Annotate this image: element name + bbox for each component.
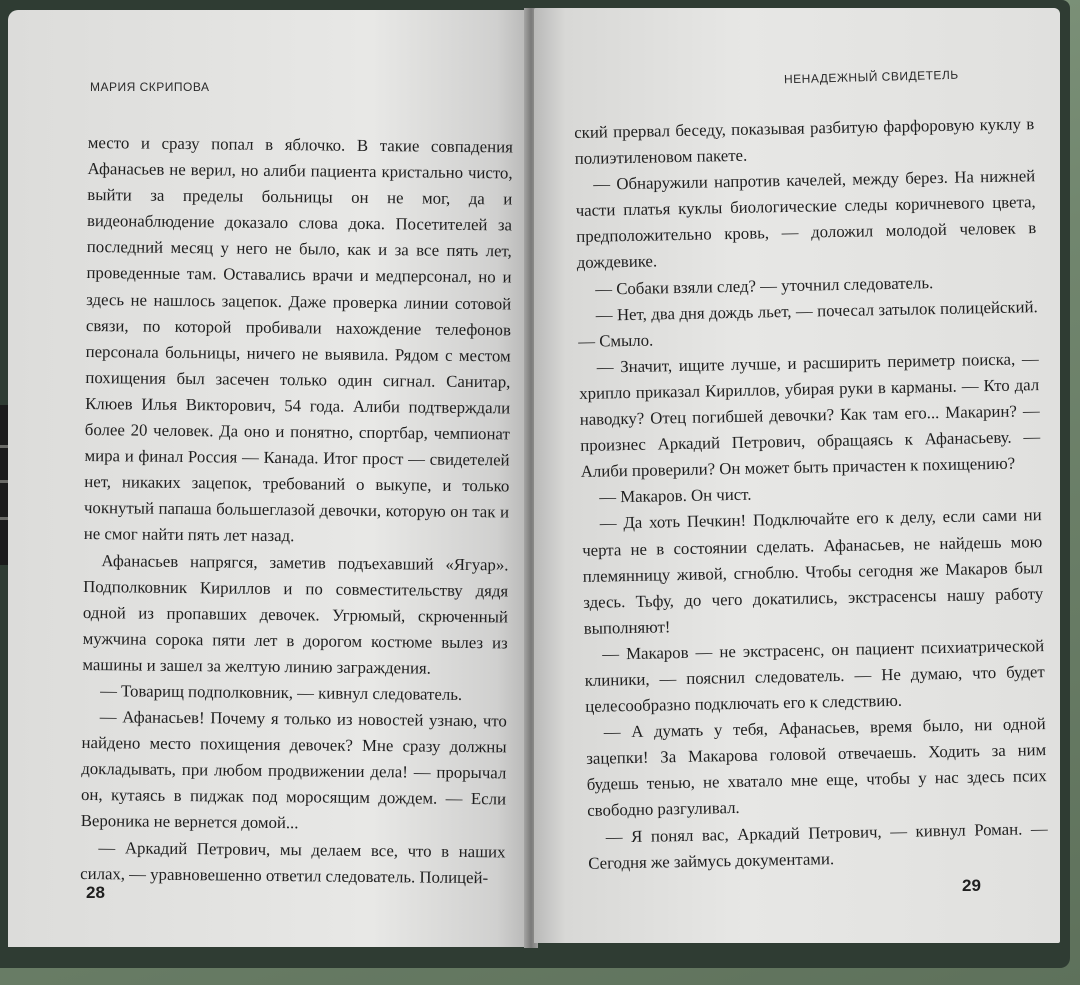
right-page-text bbox=[574, 111, 1048, 876]
paragraph: — Аркадий Петрович, мы делаем все, что в наших силах, — уравновешенно ответил следователь. Полицей- bbox=[80, 837, 506, 887]
paragraph: — Макаров. Он чист. bbox=[599, 484, 752, 507]
running-head-title: НЕНАДЕЖНЫЙ СВИДЕТЕЛЬ bbox=[783, 67, 959, 87]
paragraph: — Обнаружили напротив качелей, между берез. На нижней части платья куклы биологические следы коричневого цвета, предположительно кровь, — доложил молодой человек в дождевике. bbox=[575, 166, 1037, 273]
page-number: 29 bbox=[962, 876, 981, 895]
left-page bbox=[8, 10, 528, 947]
paragraph: — Макаров — не экстрасенс, он пациент психиатрической клиники, — пояснил следователь. — Не думаю, что будет целесообразно подключать его к следствию. bbox=[584, 635, 1045, 716]
paragraph: Афанасьев напрягся, заметив подъехавший «Ягуар». Подполковник Кириллов и по совместительству дядя одной из пропавших девочек. Угрюмый, скрюченный мужчина сорока пяти лет в дорогом костюме вылез из машины и зашел за желтую линию заграждения. bbox=[82, 550, 509, 678]
paragraph: — Товарищ подполковник, — кивнул следователь. bbox=[100, 681, 463, 704]
paragraph: ский прервал беседу, показывая разбитую фарфоровую куклу в полиэтиленовом пакете. bbox=[574, 114, 1035, 169]
running-head-author: МАРИЯ СКРИПОВА bbox=[90, 80, 210, 94]
paragraph: — Да хоть Печкин! Подключайте его к делу, если сами ни черта не в состоянии сделать. Афанасьев, не найдешь мою племянницу живой, сгноблю. Чтобы сегодня же Макаров был здесь. Тьфу, до чего докатились, экстрасенсы нашу работу выполняют! bbox=[582, 505, 1044, 638]
paragraph: — Я понял вас, Аркадий Петрович, — кивнул Роман. — Сегодня же займусь документами. bbox=[588, 818, 1048, 873]
page-number: 28 bbox=[86, 883, 105, 902]
paragraph: — А думать у тебя, Афанасьев, время было, ни одной зацепки! За Макарова головой отвечаешь. Ходить за ним будешь тенью, не хватало мне еще, чтобы у нас здесь псих свободно разгуливал. bbox=[586, 714, 1047, 821]
paragraph: место и сразу попал в яблочко. В такие совпадения Афанасьев не верил, но алиби пациента кристально чисто, выйти за пределы больницы он не мог, да и видеонаблюдение доказало слова дока. Посетителей за последний месяц у него не было, как и за все пять лет, проведенные там. Оставались врачи и медперсонал, но и здесь не нашлось зацепок. Даже проверка линии сотовой связи, по которой пробивали нахождение телефонов персонала больницы, ничего не выявила. Рядом с местом похищения был засечен только один сигнал. Санитар, Клюев Илья Викторович, 54 года. Алиби подтверждали более 20 человек. Да оно и понятно, спортбар, чемпионат мира и финал Россия — Канада. Итог прост — свидетелей нет, никаких зацепок, требований о выкупе, и только чокнутый папаша большеглазой девочки, которую он так и не смог найти пять лет назад. bbox=[83, 132, 513, 546]
paragraph: — Значит, ищите лучше, и расширить периметр поиска, — хрипло приказал Кириллов, убирая руки в карманы. — Кто дал наводку? Отец погибшей девочки? Как там его... Макарин? — произнес Аркадий Петрович, обращаясь к Афанасьеву. — Алиби проверили? Он может быть причастен к похищению? bbox=[579, 348, 1041, 482]
paragraph: — Афанасьев! Почему я только из новостей узнаю, что найдено место похищения девочек? Мне сразу должны докладывать, при любом продвижении дела! — прорычал он, кутаясь в пиджак под моросящим дождем. — Если Вероника не вернется домой... bbox=[80, 707, 507, 833]
right-page bbox=[534, 8, 1060, 943]
paragraph: — Собаки взяли след? — уточнил следователь. bbox=[595, 272, 934, 299]
paragraph: — Нет, два дня дождь льет, — почесал затылок полицейский. — Смыло. bbox=[578, 296, 1038, 351]
left-page-text bbox=[80, 130, 513, 891]
